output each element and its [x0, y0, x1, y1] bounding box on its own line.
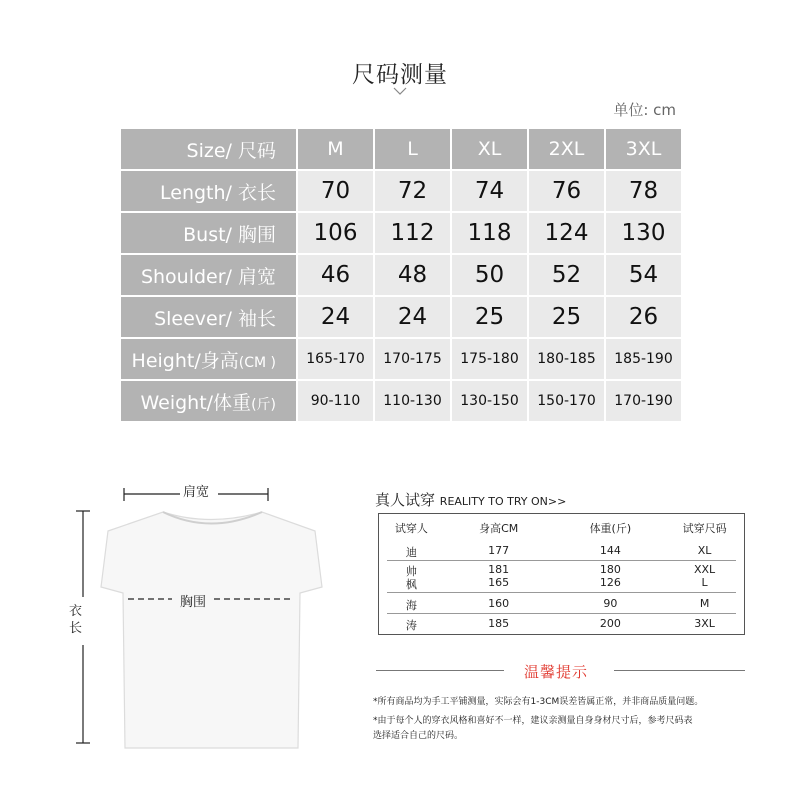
try-on-header-row	[387, 520, 736, 538]
try-on-header: 试穿尺码	[682, 522, 727, 535]
size-header-label: Size/ 尺码	[120, 128, 297, 170]
try-on-cell: 海	[405, 599, 417, 612]
notice-line: *所有商品均为手工平铺测量，实际会有1-3CM误差皆属正常，并非商品质量问题。	[373, 697, 704, 707]
table-row	[120, 296, 682, 338]
table-cell: 24	[374, 296, 451, 338]
table-cell: 78	[605, 170, 682, 212]
try-on-cell: 177	[488, 544, 510, 557]
table-cell: 26	[605, 296, 682, 338]
try-on-cell: 180	[599, 563, 621, 576]
try-on-cell: 160	[488, 597, 510, 610]
try-on-header: 身高CM	[479, 522, 519, 535]
table-row	[120, 338, 682, 380]
table-row	[120, 212, 682, 254]
notice-line: 选择适合自己的尺码。	[373, 731, 464, 741]
try-on-cell: XL	[697, 544, 712, 557]
try-on-cell: 144	[599, 544, 621, 557]
try-on-cell: 90	[603, 597, 618, 610]
table-cell: 124	[528, 212, 605, 254]
table-row	[120, 170, 682, 212]
table-cell: 106	[297, 212, 374, 254]
divider	[387, 560, 736, 561]
try-on-table	[378, 513, 745, 635]
table-cell: 170-190	[605, 380, 682, 422]
notice-title: 温馨提示	[523, 663, 588, 681]
table-cell: 170-175	[374, 338, 451, 380]
tshirt-diagram	[60, 475, 360, 765]
table-cell: 110-130	[374, 380, 451, 422]
length-label: 衣长	[69, 604, 83, 636]
size-header-row	[120, 128, 682, 170]
table-cell: 185-190	[605, 338, 682, 380]
table-row	[120, 254, 682, 296]
try-on-cell: 181	[488, 563, 510, 576]
try-on-cell: 3XL	[694, 617, 715, 630]
table-cell: 72	[374, 170, 451, 212]
table-cell: 165-170	[297, 338, 374, 380]
table-cell: 112	[374, 212, 451, 254]
tshirt-illustration	[101, 512, 322, 748]
size-header-cell: XL	[451, 128, 528, 170]
try-on-cell: 200	[599, 617, 621, 630]
try-on-cell: M	[699, 597, 710, 610]
table-cell: 150-170	[528, 380, 605, 422]
size-header-cell: L	[374, 128, 451, 170]
try-on-title-text: 真人试穿	[375, 491, 436, 509]
size-header-cell: 2XL	[528, 128, 605, 170]
table-cell: 54	[605, 254, 682, 296]
try-on-cell: L	[701, 576, 708, 589]
try-on-cell: 126	[599, 576, 621, 589]
table-cell: 76	[528, 170, 605, 212]
row-label-length: Length/ 衣长	[120, 170, 297, 212]
size-table	[119, 127, 683, 423]
try-on-subtitle: REALITY TO TRY ON>>	[439, 495, 567, 508]
table-cell: 48	[374, 254, 451, 296]
table-cell: 130-150	[451, 380, 528, 422]
try-on-cell: 涛	[405, 619, 417, 632]
unit-label: 单位: cm	[613, 101, 676, 119]
row-label-weight	[120, 380, 297, 422]
try-on-header: 试穿人	[394, 522, 428, 535]
row-label-unit: (斤)	[251, 396, 276, 413]
try-on-cell: 迪	[405, 546, 417, 559]
notice-line: *由于每个人的穿衣风格和喜好不一样，建议亲测量自身身材尺寸后，参考尺码表	[373, 716, 693, 726]
try-on-cell: 帅	[405, 565, 417, 578]
table-cell: 46	[297, 254, 374, 296]
row-label-shoulder: Shoulder/ 肩宽	[120, 254, 297, 296]
table-cell: 180-185	[528, 338, 605, 380]
try-on-title	[375, 489, 566, 510]
table-cell: 24	[297, 296, 374, 338]
table-cell: 118	[451, 212, 528, 254]
row-label-text: Height/身高	[131, 349, 239, 372]
table-cell: 90-110	[297, 380, 374, 422]
size-header-cell: 3XL	[605, 128, 682, 170]
divider	[387, 613, 736, 614]
try-on-cell: 185	[488, 617, 510, 630]
try-on-cell: XXL	[693, 563, 716, 576]
row-label-unit: (CM )	[238, 354, 276, 371]
row-label-sleeve: Sleever/ 袖长	[120, 296, 297, 338]
page-title: 尺码测量	[352, 62, 448, 88]
chevron-down-icon	[393, 86, 407, 96]
row-label-height	[120, 338, 297, 380]
try-on-cell: 枫	[405, 578, 417, 591]
table-cell: 25	[451, 296, 528, 338]
try-on-header: 体重(斤)	[589, 522, 632, 535]
table-cell: 175-180	[451, 338, 528, 380]
table-row	[120, 380, 682, 422]
table-cell: 52	[528, 254, 605, 296]
table-cell: 130	[605, 212, 682, 254]
table-cell: 70	[297, 170, 374, 212]
row-label-text: Weight/体重	[140, 391, 252, 414]
row-label-bust: Bust/ 胸围	[120, 212, 297, 254]
list-item	[387, 617, 736, 635]
size-header-cell: M	[297, 128, 374, 170]
divider	[387, 592, 736, 593]
bust-label: 胸围	[180, 595, 207, 610]
table-cell: 25	[528, 296, 605, 338]
table-cell: 74	[451, 170, 528, 212]
shoulder-label: 肩宽	[183, 485, 210, 500]
table-cell: 50	[451, 254, 528, 296]
try-on-cell: 165	[488, 576, 510, 589]
